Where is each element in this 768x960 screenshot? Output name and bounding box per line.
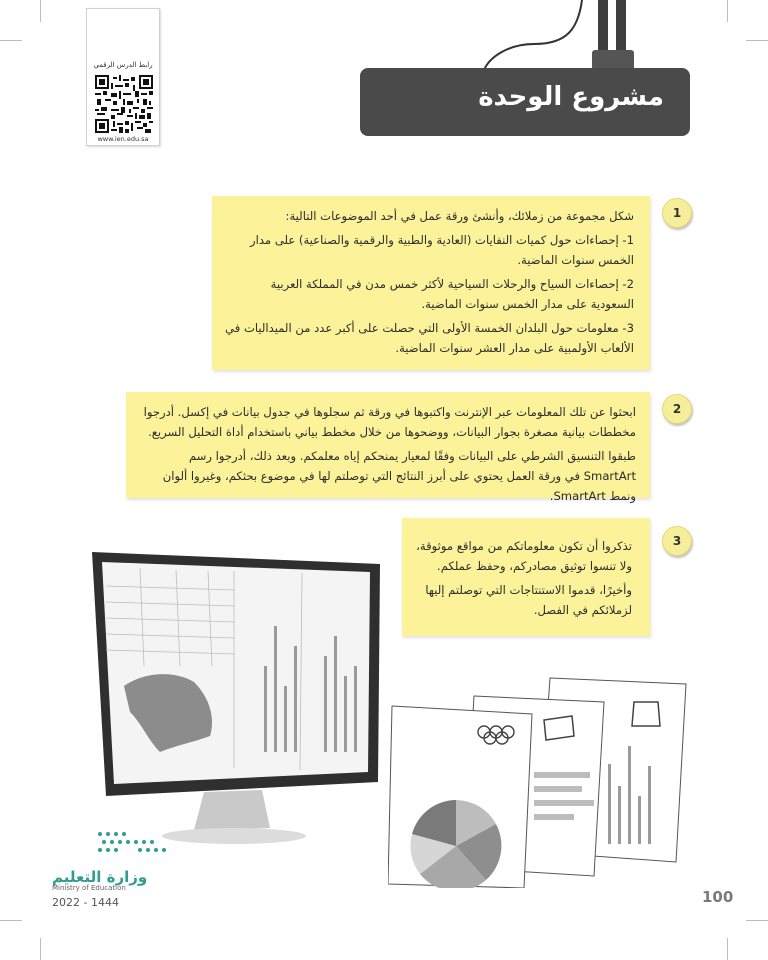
crop-mark <box>727 938 728 960</box>
task-1-item: 1- إحصاءات حول كميات النفايات (العادية والطبية والرقمية والصناعية) على مدار الخمس سنوات الماضية. <box>250 233 634 267</box>
qr-url: www.ien.edu.sa <box>97 135 149 143</box>
crop-mark <box>0 920 22 921</box>
task-1-intro: شكل مجموعة من زملائك، وأنشئ ورقة عمل في أحد الموضوعات التالية: <box>285 209 634 223</box>
qr-code-icon[interactable] <box>94 75 154 133</box>
page-number: 100 <box>702 888 734 906</box>
unit-project-banner <box>360 68 690 136</box>
qr-label: رابط الدرس الرقمي <box>93 61 153 69</box>
task-1-item: 3- معلومات حول البلدان الخمسة الأولى التي حصلت على أكبر عدد من الميداليات في الألعاب الأولمبية على مدار العشر سنوات الماضية. <box>225 321 634 355</box>
ministry-name-en: Ministry of Education <box>52 884 126 892</box>
ministry-name-ar: وزارة التعليم <box>52 868 148 886</box>
task-3-paragraph: تذكروا أن تكون معلوماتكم من مواقع موثوقة، ولا تنسوا توثيق مصادركم، وحفظ عملكم. <box>416 539 632 573</box>
task-2-note <box>126 392 650 503</box>
report-papers-illustration <box>388 676 694 888</box>
banner-cable-icon <box>470 0 650 72</box>
task-number-badge: 3 <box>662 526 692 556</box>
task-number-badge: 2 <box>662 394 692 424</box>
task-number-badge: 1 <box>662 198 692 228</box>
crop-mark <box>40 938 41 960</box>
spreadsheet-monitor-illustration <box>84 546 384 846</box>
crop-mark <box>746 40 768 41</box>
task-1-item: 2- إحصاءات السياح والرحلات السياحية لأكثر خمس مدن في المملكة العربية السعودية على مدار الخمس سنوات الماضية. <box>270 277 634 311</box>
ministry-dots-icon <box>94 828 174 860</box>
crop-mark <box>746 920 768 921</box>
digital-lesson-qr-card[interactable] <box>86 8 160 146</box>
task-2-paragraph: ابحثوا عن تلك المعلومات عبر الإنترنت واكتبوها في ورقة ثم سجلوها في جدول بيانات في إكسل. أدرجوا مخططات بيانية مصغرة بجوار البيانات، ووضحوها من خلال مخطط بياني باستخدام أداة التحليل السريع. <box>143 405 636 439</box>
crop-mark <box>40 0 41 22</box>
edition-year: 2022 - 1444 <box>52 896 119 909</box>
task-2-paragraph: طبقوا التنسيق الشرطي على البيانات وفقًا لمعيار يمنحكم إياه معلمكم. وبعد ذلك، أدرجوا رسم SmartArt في ورقة العمل يحتوي على أبرز النتائج التي توصلتم لها في موضوع بحثكم، وغيروا ألوان ونمط SmartArt. <box>162 449 636 503</box>
page-title: مشروع الوحدة <box>478 82 664 112</box>
task-3-note <box>402 518 650 636</box>
crop-mark <box>727 0 728 22</box>
ministry-logo <box>50 828 190 909</box>
task-3-paragraph: وأخيرًا، قدموا الاستنتاجات التي توصلتم إليها لزملائكم في الفصل. <box>425 583 632 617</box>
crop-mark <box>0 40 22 41</box>
task-1-note <box>212 196 650 370</box>
